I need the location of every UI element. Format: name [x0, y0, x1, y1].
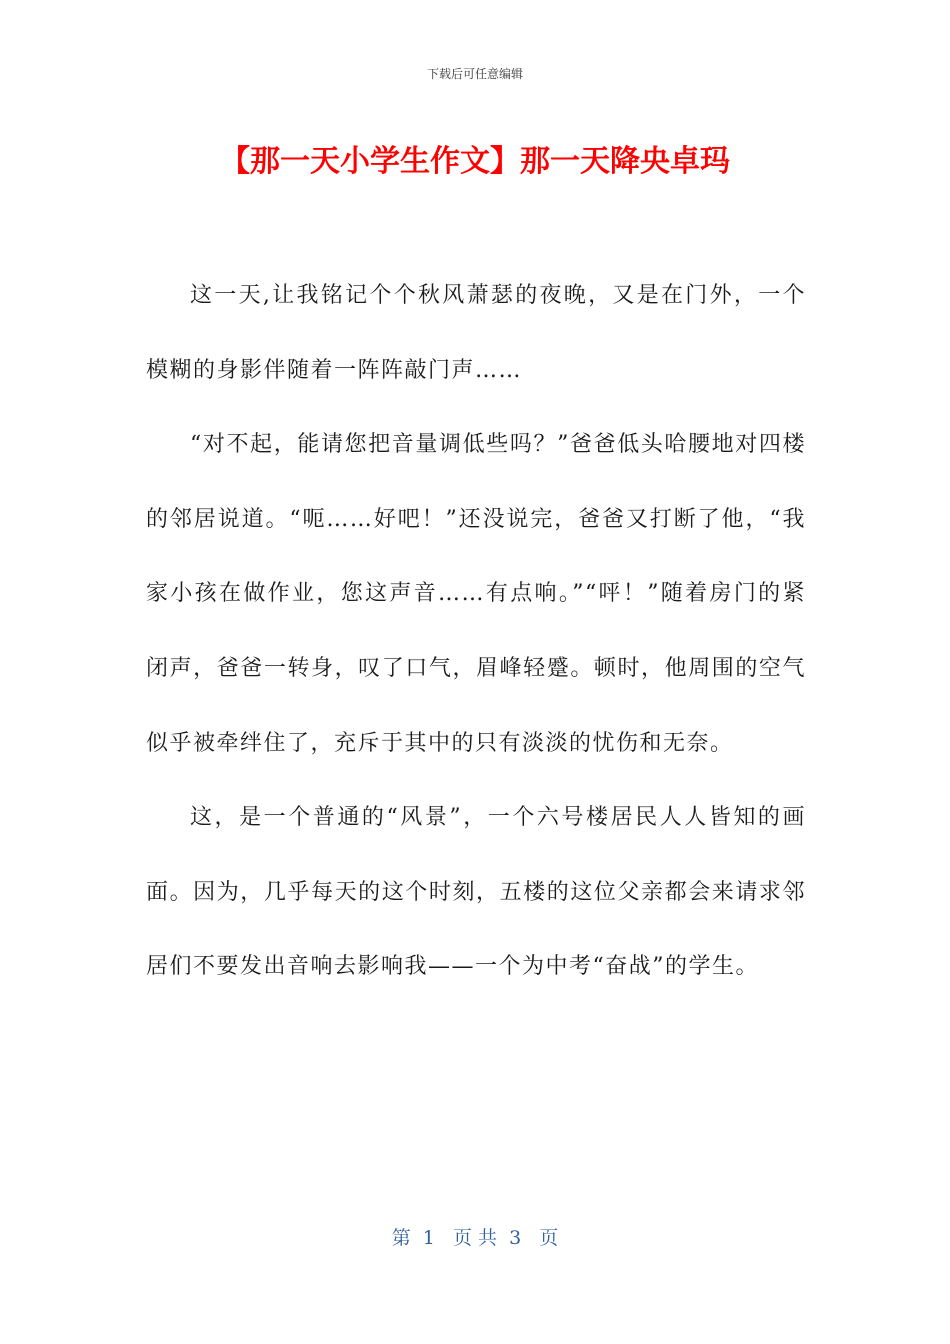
paragraph-1: 这一天,让我铭记个个秋风萧瑟的夜晚，又是在门外，一个模糊的身影伴随着一阵阵敲门声……	[146, 283, 806, 383]
page-header-note: 下载后可任意编辑	[426, 67, 523, 81]
document-body	[146, 259, 806, 1005]
paragraph-3: 这，是一个普通的“风景”，一个六号楼居民人人皆知的画面。因为，几乎每天的这个时刻，五楼的这位父亲都会来请求邻居们不要发出音响去影响我——一个为中考“奋战”的学生。	[146, 805, 806, 980]
document-title: 【那一天小学生作文】那一天降央卓玛	[220, 144, 730, 179]
paragraph-2: “对不起，能请您把音量调低些吗？”爸爸低头哈腰地对四楼的邻居说道。“呃……好吧！”还没说完，爸爸又打断了他，“我家小孩在做作业，您这声音……有点响。”“呯！”随着房门的紧闭声，爸爸一转身，叹了口气，眉峰轻蹙。顿时，他周围的空气似乎被牵绊住了，充斥于其中的只有淡淡的忧伤和无奈。	[146, 432, 806, 756]
page-number-footer: 第 1 页 共 3 页	[391, 1227, 559, 1249]
